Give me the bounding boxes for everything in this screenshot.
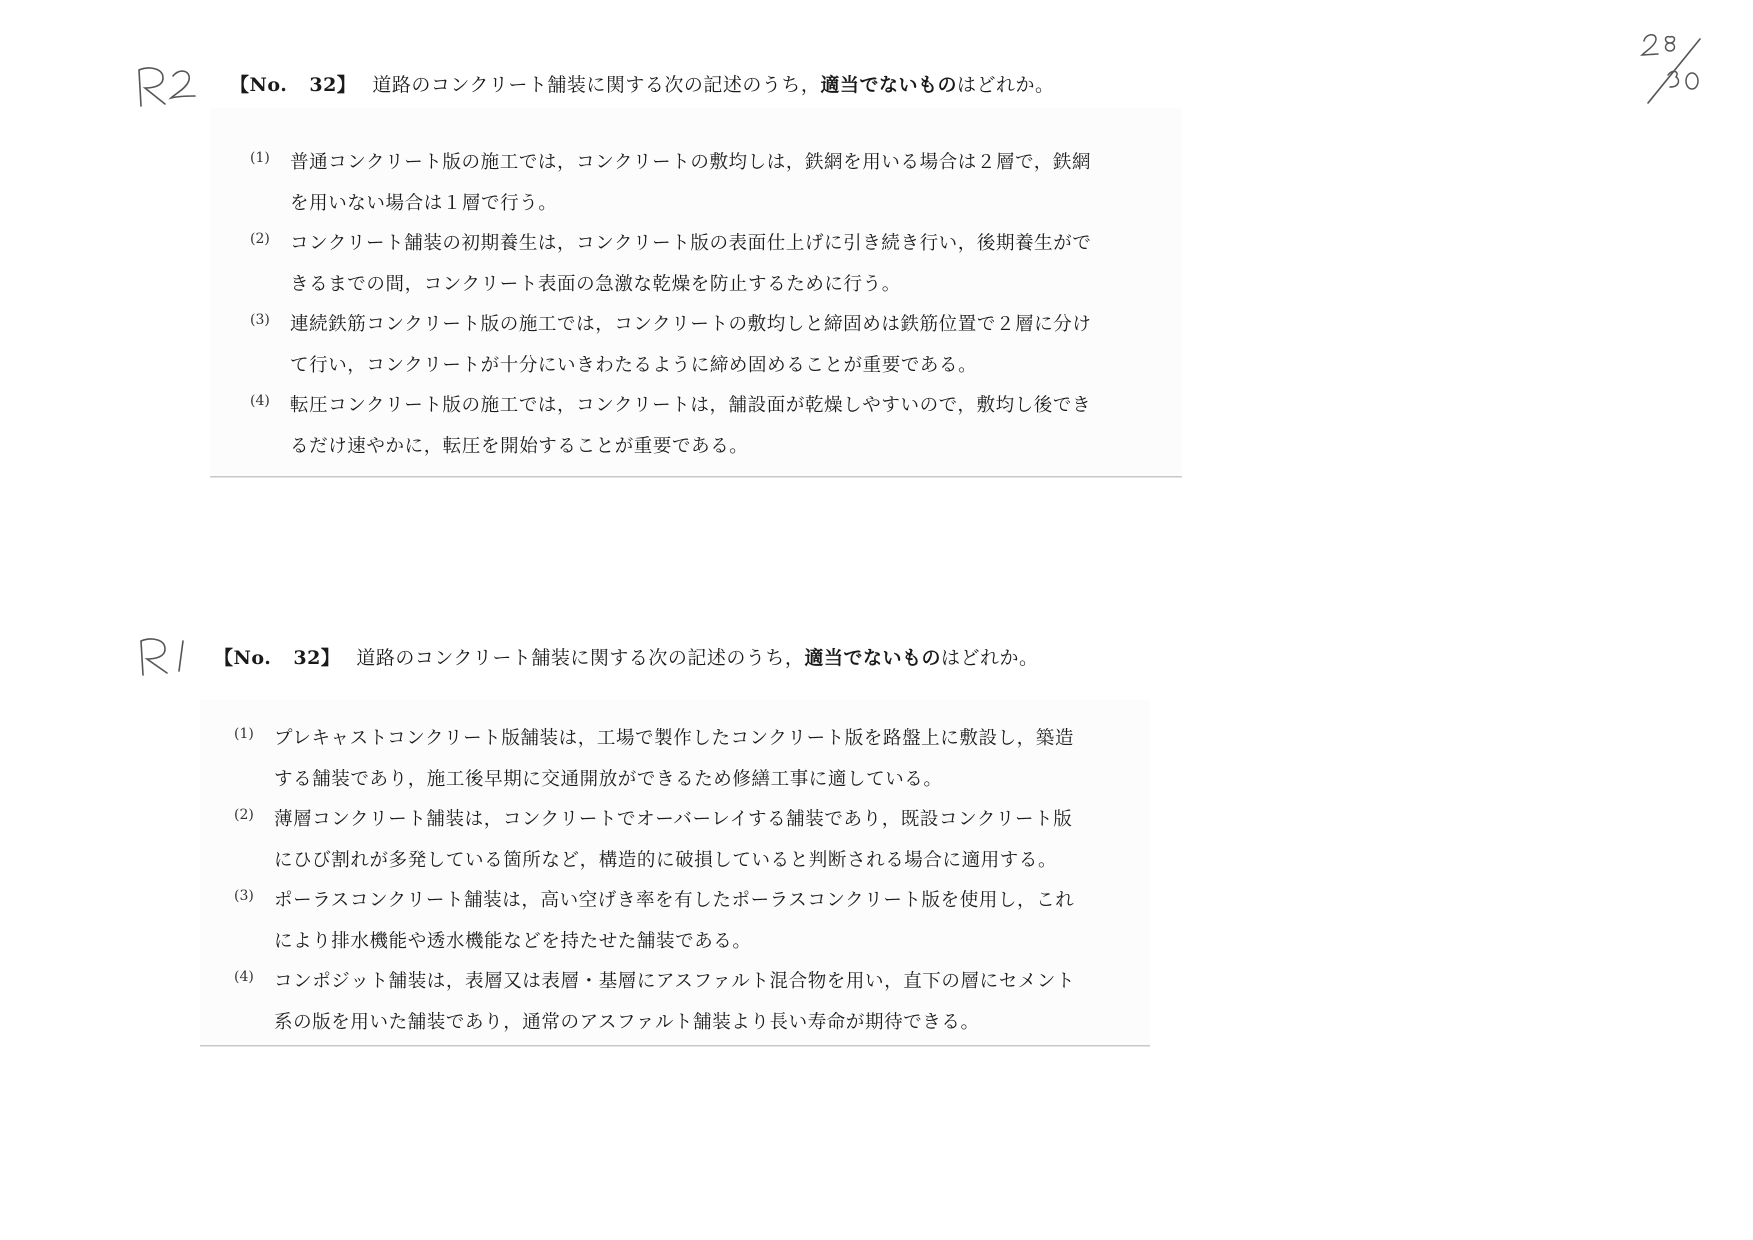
option-text-line: 連続鉄筋コンクリート版の施工では，コンクリートの敷均しと締固めは鉄筋位置で２層に分け bbox=[290, 314, 1092, 335]
option-text-line: て行い，コンクリートが十分にいきわたるように締め固めることが重要である。 bbox=[290, 355, 978, 376]
option-number: (1) bbox=[250, 150, 270, 166]
question-open-bracket: 【 bbox=[214, 647, 234, 669]
option-text-line: 転圧コンクリート版の施工では，コンクリートは，舗設面が乾燥しやすいので，敷均し後でき bbox=[290, 395, 1092, 416]
question-open-bracket: 【 bbox=[230, 74, 250, 96]
option-number: (3) bbox=[234, 888, 254, 904]
question-number-prefix: No. bbox=[249, 74, 288, 96]
option-text-line: 薄層コンクリート舗装は，コンクリートでオーバーレイする舗装であり，既設コンクリート版 bbox=[274, 809, 1073, 830]
option-text-line: により排水機能や透水機能などを持たせた舗装である。 bbox=[274, 931, 752, 952]
option-number: (2) bbox=[250, 231, 270, 247]
question-emphasis: 適当でないもの bbox=[820, 74, 957, 96]
option-text-line: ポーラスコンクリート舗装は，高い空げき率を有したポーラスコンクリート版を使用し，これ bbox=[274, 890, 1075, 911]
handwritten-page-count bbox=[1630, 25, 1710, 105]
option-text-line: プレキャストコンクリート版舗装は，工場で製作したコンクリート版を路盤上に敷設し，築造 bbox=[274, 728, 1074, 749]
question-number-prefix: No. bbox=[233, 647, 272, 669]
question-text-end: はどれか。 bbox=[940, 647, 1039, 669]
option-text-line: にひび割れが多発している箇所など，構造的に破損していると判断される場合に適用する。 bbox=[274, 850, 1058, 871]
options-box bbox=[210, 108, 1182, 477]
question-header bbox=[230, 70, 1054, 97]
option-number: (4) bbox=[234, 969, 254, 985]
option-number: (1) bbox=[234, 726, 254, 742]
option-text-line: 普通コンクリート版の施工では，コンクリートの敷均しは，鉄網を用いる場合は２層で，鉄網 bbox=[290, 152, 1092, 173]
handwritten-r2-mark bbox=[135, 62, 199, 114]
handwritten-r1-mark bbox=[137, 635, 193, 679]
option-number: (4) bbox=[250, 393, 270, 409]
option-number: (3) bbox=[250, 312, 270, 328]
option-text-line: きるまでの間，コンクリート表面の急激な乾燥を防止するために行う。 bbox=[290, 274, 901, 295]
option-text-line: るだけ速やかに，転圧を開始することが重要である。 bbox=[290, 436, 749, 457]
options-box bbox=[200, 700, 1150, 1046]
question-text: 道路のコンクリート舗装に関する次の記述のうち， bbox=[356, 647, 805, 669]
question-number: 32 bbox=[293, 647, 321, 669]
option-text-line: 系の版を用いた舗装であり，通常のアスファルト舗装より長い寿命が期待できる。 bbox=[274, 1012, 980, 1033]
option-text-line: を用いない場合は１層で行う。 bbox=[290, 193, 558, 214]
option-text-line: コンクリート舗装の初期養生は，コンクリート版の表面仕上げに引き続き行い，後期養生がで bbox=[290, 233, 1092, 254]
question-emphasis: 適当でないもの bbox=[804, 647, 941, 669]
question-number: 32 bbox=[309, 74, 337, 96]
option-text-line: コンポジット舗装は，表層又は表層・基層にアスファルト混合物を用い，直下の層にセメント bbox=[274, 971, 1076, 992]
question-text-end: はどれか。 bbox=[956, 74, 1055, 96]
option-number: (2) bbox=[234, 807, 254, 823]
question-close-bracket: 】 bbox=[336, 74, 357, 96]
question-header bbox=[214, 643, 1038, 670]
option-text-line: する舗装であり，施工後早期に交通開放ができるため修繕工事に適している。 bbox=[274, 769, 943, 790]
question-text: 道路のコンクリート舗装に関する次の記述のうち， bbox=[372, 74, 821, 96]
question-close-bracket: 】 bbox=[320, 647, 341, 669]
